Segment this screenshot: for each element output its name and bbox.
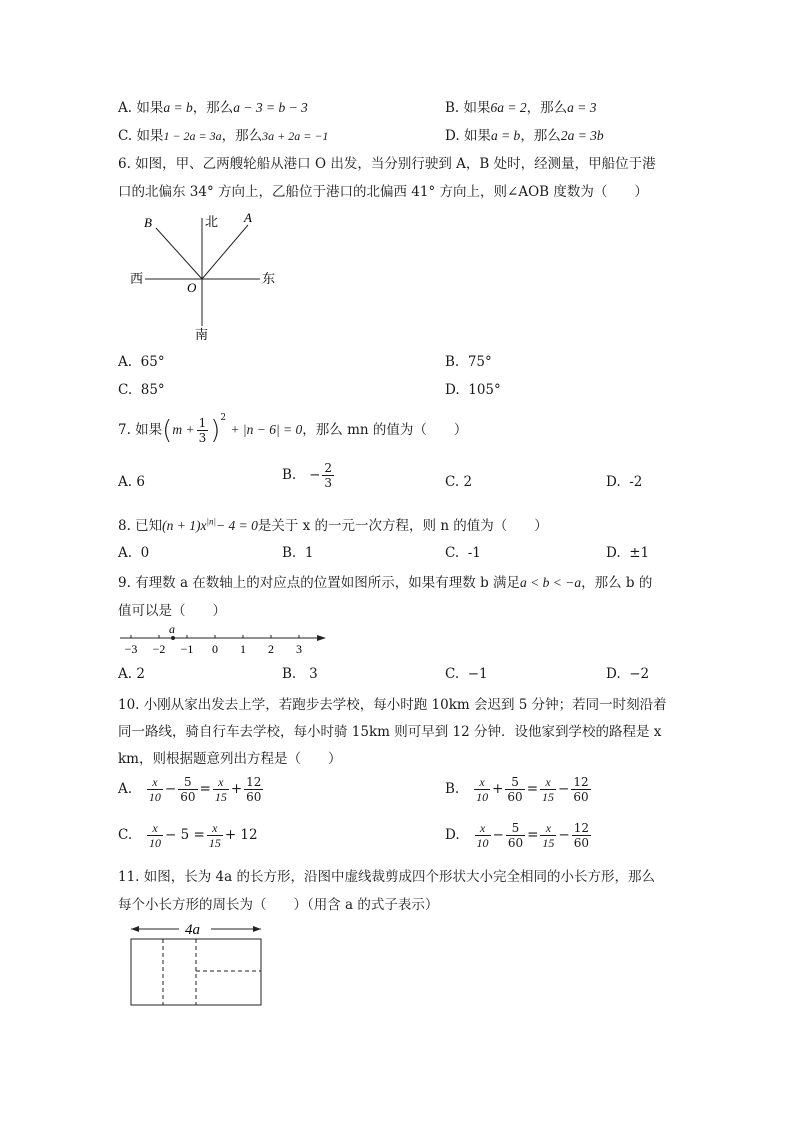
axis-arrow [317,635,326,641]
q6-stem-line1: 6. 如图，甲、乙两艘轮船从港口 O 出发，当分别行驶到 A，B 处时，经测量，甲船位于港 [118,156,656,172]
q10-option-c[interactable]: C. $\frac{x}{10}$ − 5 = $\frac{x}{15}$ + 12 [118,821,258,850]
o-label: O [187,280,197,295]
q5-option-c[interactable]: C. 如果1 − 2a = 3a，那么3a + 2a = −1 [118,128,329,144]
axis-tick-label: 3 [296,642,302,656]
q5-option-a[interactable]: A. 如果a = b，那么a − 3 = b − 3 [118,100,308,116]
axis-tick-label: −2 [152,642,166,656]
axis-tick-label: 2 [268,642,274,656]
q9-number-line [118,622,330,656]
q9-option-a[interactable]: A. 2 [118,666,145,682]
ray-oa [202,225,248,279]
q7-option-a[interactable]: A. 6 [118,474,145,490]
q7-stem: 7. 如果(m + $\frac{1}{3}$ )$^2$ + |n − 6| = 0，那么 mn 的值为（ ） [118,413,468,446]
q8-option-c[interactable]: C. -1 [445,545,481,561]
dim-arrow-left [131,926,139,932]
axis-tick-label: −1 [180,642,194,656]
axis-tick-label: 1 [240,642,246,656]
dim-arrow-right [253,926,261,932]
q6-compass-figure [125,208,285,343]
q6-option-b[interactable]: B. 75° [445,354,492,370]
b-label: B [144,215,152,230]
q5-option-d[interactable]: D. 如果a = b，那么2a = 3b [445,128,604,144]
q8-option-a[interactable]: A. 0 [118,545,150,561]
north-label: 北 [205,214,219,229]
q6-option-a[interactable]: A. 65° [118,354,165,370]
point-a-label: a [169,622,175,636]
q8-option-b[interactable]: B. 1 [282,545,314,561]
west-label: 西 [130,271,144,286]
axis-tick-label: 0 [212,642,218,656]
point-a [171,636,175,640]
q11-stem-line2: 每个小长方形的周长为（ ）（用含 a 的式子表示） [118,897,439,913]
a-label: A [244,210,252,225]
q10-stem-line2: 同一路线，骑自行车去学校，每小时骑 15km 则可早到 12 分钟．设他家到学校的路程是 x [118,724,662,740]
q9-option-c[interactable]: C. −1 [445,666,488,682]
length-label: 4a [185,922,200,938]
axis-tick-label: −3 [124,642,138,656]
q9-stem-line2: 值可以是（ ） [118,603,226,619]
q5-option-b[interactable]: B. 如果6a = 2，那么a = 3 [445,100,597,116]
q10-stem-line3: km，则根据题意列出方程是（ ） [118,751,342,767]
q10-option-b[interactable]: B. $\frac{x}{10}$ + $\frac{5}{60}$ = $\frac{x}{15}$ − $\frac{12}{60}$ [445,775,589,804]
ray-ob [156,228,202,279]
q9-option-b[interactable]: B. 3 [282,666,318,682]
q10-stem-line1: 10. 小刚从家出发去上学，若跑步去学校，每小时跑 10km 会迟到 5 分钟；若同一时刻沿着 [118,697,667,713]
q7-option-d[interactable]: D. -2 [606,474,643,490]
q9-stem-line1: 9. 有理数 a 在数轴上的对应点的位置如图所示，如果有理数 b 满足a < b < −a，那么 b 的 [118,575,653,591]
south-label: 南 [195,327,209,342]
q9-option-d[interactable]: D. −2 [606,666,650,682]
q7-option-b[interactable]: B. − $\frac{2}{3}$ [282,461,333,490]
q11-rectangle-figure [124,918,269,1010]
q11-stem-line1: 11. 如图，长为 4a 的长方形，沿图中虚线裁剪成四个形状大小完全相同的小长方形，那么 [118,869,655,885]
q6-option-d[interactable]: D. 105° [445,382,501,398]
q8-stem: 8. 已知$(n + 1)x^{|n|}- 4 = 0$是关于 x 的一元一次方程，则 n 的值为（ ） [118,516,548,534]
q10-option-a[interactable]: A. $\frac{x}{10}$ − $\frac{5}{60}$ = $\frac{x}{15}$ + $\frac{12}{60}$ [118,775,262,804]
q6-stem-line2: 口的北偏东 34° 方向上，乙船位于港口的北偏西 41° 方向上，则∠AOB 度数为（ ） [118,184,648,200]
east-label: 东 [262,271,276,286]
q7-option-c[interactable]: C. 2 [445,474,473,490]
q10-option-d[interactable]: D. $\frac{x}{10}$ − $\frac{5}{60}$ = $\frac{x}{15}$ − $\frac{12}{60}$ [445,821,590,850]
q8-option-d[interactable]: D. ±1 [606,545,650,561]
q6-option-c[interactable]: C. 85° [118,382,165,398]
